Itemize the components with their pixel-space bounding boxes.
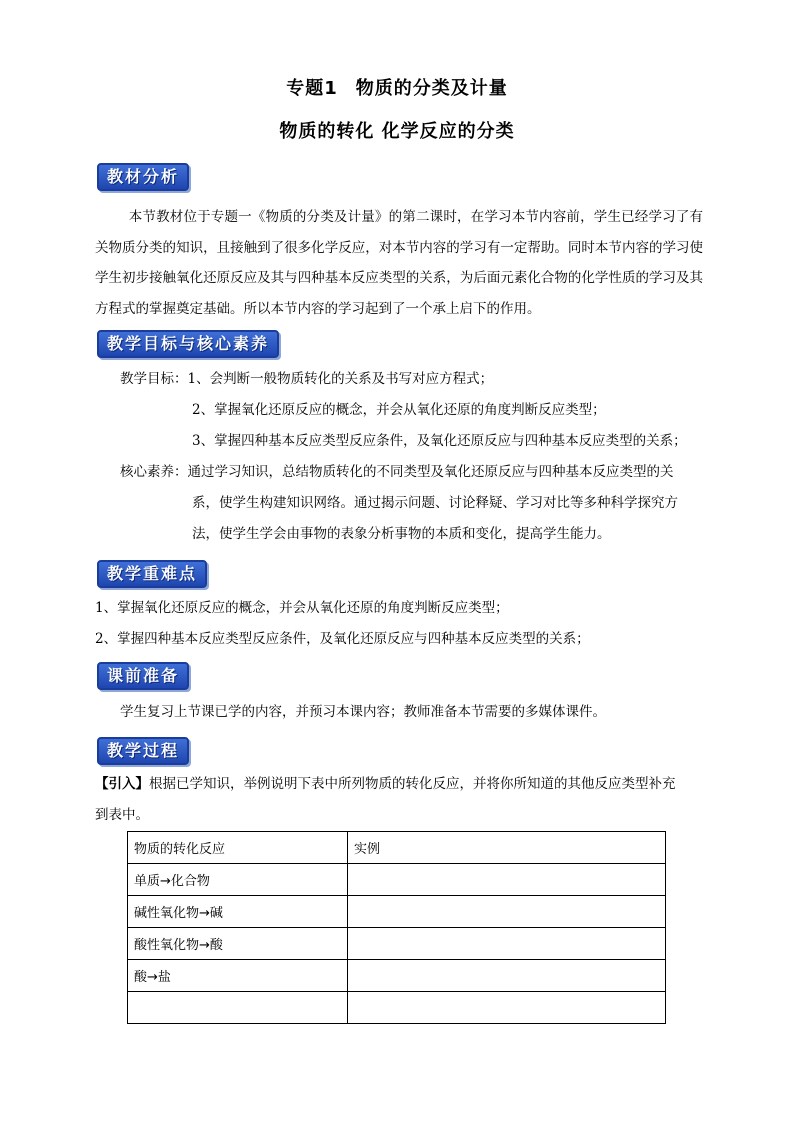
table-row — [128, 960, 666, 992]
conversion-table — [127, 831, 666, 1024]
goal-prefix: 教学目标： — [120, 371, 188, 387]
table-row — [128, 928, 666, 960]
table-header-row — [128, 832, 666, 864]
table-cell — [128, 992, 348, 1024]
section-badge-analysis: 教材分析 — [97, 163, 189, 191]
intro-tag: 【引入】 — [95, 776, 149, 792]
topic-number: 专题1 — [286, 78, 338, 99]
table-cell — [348, 992, 666, 1024]
topic-title — [0, 74, 794, 100]
table-row — [128, 896, 666, 928]
table-header-cell: 物质的转化反应 — [128, 832, 348, 864]
analysis-paragraph: 本节教材位于专题一《物质的分类及计量》的第二课时，在学习本节内容前，学生已经学习了有关物质分类的知识，且接触到了很多化学反应，对本节内容的学习有一定帮助。同时本节内容的学习使学生初步接触氧化还原反应及其与四种基本反应类型的关系，为后面元素化合物的化学性质的学习及其方程式的掌握奠定基础。所以本节内容的学习起到了一个承上启下的作用。 — [95, 209, 703, 317]
core-text-2: 系，使学生构建知识网络。通过揭示问题、讨论释疑、学习对比等多种科学探究方 — [192, 495, 678, 511]
goal-item-2: 2、掌握氧化还原反应的概念，并会从氧化还原的角度判断反应类型； — [192, 402, 606, 418]
key-point-2: 2、掌握四种基本反应类型反应条件，及氧化还原反应与四种基本反应类型的关系； — [95, 631, 590, 647]
goals-line-1 — [120, 369, 493, 389]
goal-item-1: 1、会判断一般物质转化的关系及书写对应方程式； — [187, 371, 494, 387]
table-cell: 碱性氧化物→碱 — [128, 896, 348, 928]
table-cell: 单质→化合物 — [128, 864, 348, 896]
goal-item-3: 3、掌握四种基本反应类型反应条件，及氧化还原反应与四种基本反应类型的关系； — [192, 433, 687, 449]
core-prefix: 核心素养： — [120, 464, 188, 480]
lesson-title: 物质的转化 化学反应的分类 — [279, 121, 515, 142]
table-row — [128, 992, 666, 1024]
section-badge-process: 教学过程 — [97, 737, 189, 765]
table-cell: 酸→盐 — [128, 960, 348, 992]
table-cell — [348, 864, 666, 896]
topic-name: 物质的分类及计量 — [355, 78, 508, 99]
intro-text-1: 根据已学知识，举例说明下表中所列物质的转化反应，并将你所知道的其他反应类型补充 — [149, 776, 676, 792]
table-cell — [348, 928, 666, 960]
core-text-1: 通过学习知识，总结物质转化的不同类型及氧化还原反应与四种基本反应类型的关 — [187, 464, 674, 480]
table-cell — [348, 896, 666, 928]
key-point-1: 1、掌握氧化还原反应的概念，并会从氧化还原的角度判断反应类型； — [95, 600, 509, 616]
section-badge-goals: 教学目标与核心素养 — [97, 330, 279, 358]
core-text-3: 法，使学生学会由事物的表象分析事物的本质和变化，提高学生能力。 — [192, 526, 611, 542]
table-row — [128, 864, 666, 896]
table-header-cell: 实例 — [348, 832, 666, 864]
section-badge-key-points: 教学重难点 — [97, 560, 207, 588]
table-cell — [348, 960, 666, 992]
core-line-1 — [120, 462, 674, 482]
section-badge-prep: 课前准备 — [97, 662, 189, 690]
table-cell: 酸性氧化物→酸 — [128, 928, 348, 960]
prep-text: 学生复习上节课已学的内容，并预习本课内容；教师准备本节需要的多媒体课件。 — [120, 704, 606, 720]
intro-text-2: 到表中。 — [95, 807, 149, 823]
intro-line-1 — [95, 774, 676, 794]
